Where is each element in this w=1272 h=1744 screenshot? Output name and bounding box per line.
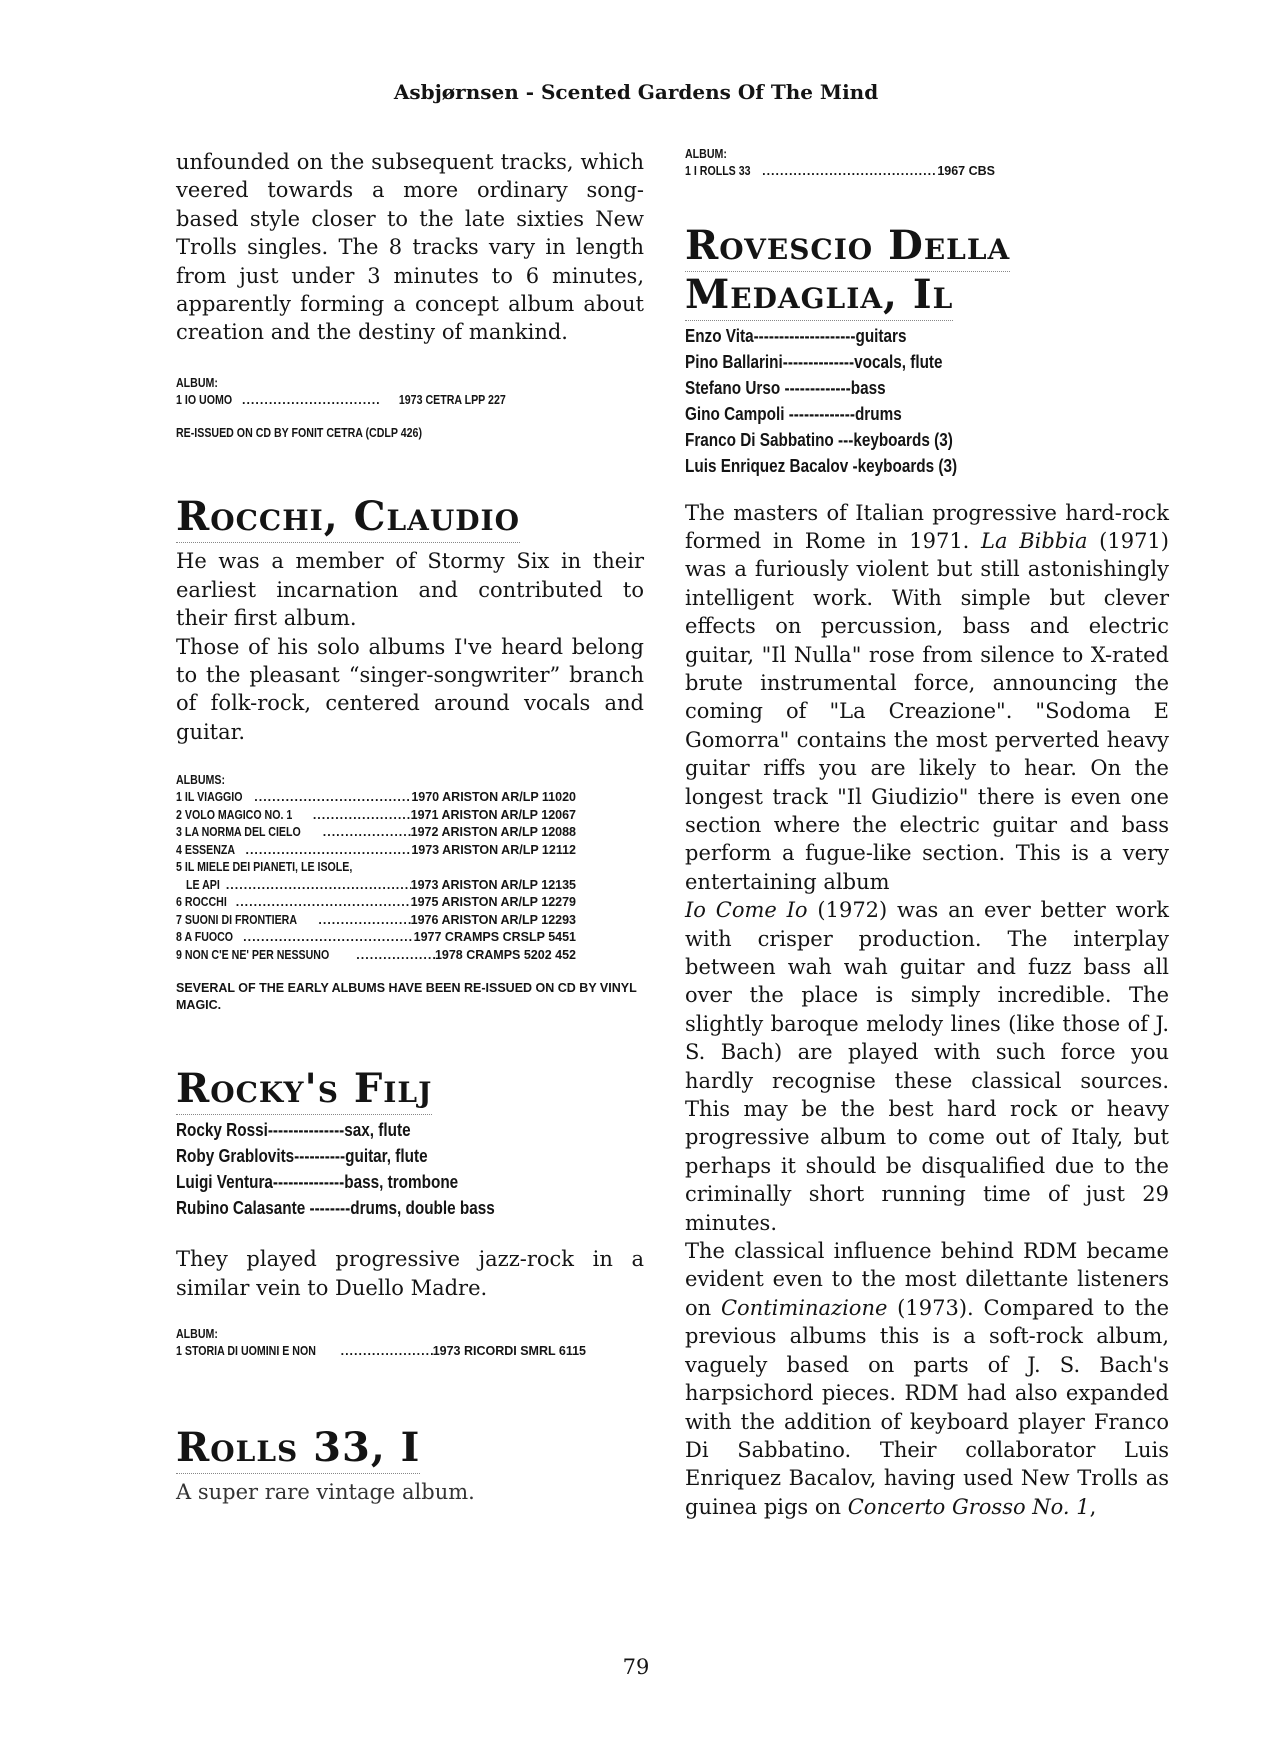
member-row: Pino Ballarini--------------vocals, flute <box>685 351 943 372</box>
album-line: 7 SUONI DI FRONTIERA ..... 1976 ARISTON AR/LP 12293 <box>176 912 576 930</box>
left-column <box>176 148 644 1506</box>
rocchi-para-1: He was a member of Stormy Six in their earliest incarnation and contributed to their first album. <box>176 549 644 631</box>
member-row: Enzo Vita--------------------guitars <box>685 325 907 346</box>
page-number: 79 <box>622 1655 650 1679</box>
rovescio-para-3: The classical influence behind RDM became evident even to the most dilettante listeners on Contiminazione (1973). Compared to the previous albums this is a soft-rock album, vaguely based on parts of J. S. Bach's harpsichord pieces. RDM had also expanded with the addition of keyboard player Franco Di Sabbatino. Their collaborator Luis Enriquez Bacalov, having used New Trolls as guinea pigs on Concerto Grosso No. 1, <box>685 1239 1169 1519</box>
rovescio-para-1: The masters of Italian progressive hard-rock formed in Rome in 1971. La Bibbia (1971) was a furiously violent but still astonishingly intelligent work. With simple but clever effects on percussion, bass and electric guitar, "Il Nulla" rose from silence to X-rated brute instrumental force, announcing the coming of "La Creazione". "Sodoma E Gomorra" contains the most perverted heavy guitar riffs you are likely to hear. On the longest track "Il Giudizio" there is even one section where the electric guitar and bass perform a fugue-like section. This is a very entertaining album <box>685 500 1169 894</box>
member-row: Rocky Rossi---------------sax, flute <box>176 1120 411 1141</box>
rocchi-note: SEVERAL OF THE EARLY ALBUMS HAVE BEEN RE-ISSUED ON CD BY VINYL MAGIC. <box>176 981 637 1013</box>
album-line: 1 I ROLLS 33 ..... 1967 CBS <box>685 163 995 181</box>
member-row: Roby Grablovits----------guitar, flute <box>176 1146 428 1167</box>
rockys-filj-section <box>176 1066 644 1360</box>
album-title-la-bibbia: La Bibbia <box>981 528 1088 553</box>
right-column <box>685 146 1169 1521</box>
rockys-lineup <box>176 1117 644 1221</box>
album-label: ALBUM: <box>176 1327 218 1341</box>
page-header: Asbjørnsen - Scented Gardens Of The Mind <box>393 80 879 104</box>
album-title-contiminazione: Contiminazione <box>720 1295 888 1320</box>
album-line: 2 VOLO MAGICO NO. 1 ..... 1971 ARISTON AR/LP 12067 <box>176 807 576 825</box>
member-row: Gino Campoli -------------drums <box>685 403 902 424</box>
member-row: Luigi Ventura--------------bass, trombone <box>176 1172 459 1193</box>
rovescio-para-2: Io Come Io (1972) was an ever better work with crisper production. The interplay between wah wah guitar and fuzz bass all over the place is simply incredible. The slightly baroque melody lines (like those of J. S. Bach) are played with such force you hardly recognise these classical sources. This may be the best hard rock or heavy progressive album to come out of Italy, but perhaps it should be disqualified due to the criminally short running time of just 29 minutes. <box>685 898 1169 1235</box>
member-row: Luis Enriquez Bacalov -keyboards (3) <box>685 455 958 476</box>
album-title: 1 IO UOMO <box>176 392 233 407</box>
album-title-io-come-io: Io Come Io <box>685 898 808 923</box>
rovescio-section <box>685 223 1169 1522</box>
rolls-33-section <box>176 1425 644 1506</box>
reissue-note: RE-ISSUED ON CD BY FONIT CETRA (CDLP 426) <box>176 426 422 441</box>
rolls-para: A super rare vintage album. <box>176 1479 475 1504</box>
albums-label: ALBUMS: <box>176 773 225 788</box>
album-line: 9 NON C'E NE' PER NESSUNO ..... 1978 CRAMPS 5202 452 <box>176 947 576 965</box>
intro-paragraph: unfounded on the subsequent tracks, which veered towards a more ordinary song-based style closer to the late sixties New Trolls singles. The 8 tracks vary in length from just under 3 minutes to 6 minutes, apparently forming a concept album about creation and the destiny of mankind. <box>176 150 644 345</box>
album-line: 1 IL VIAGGIO ..... 1970 ARISTON AR/LP 11020 <box>176 789 576 807</box>
artist-heading-rolls-33: Rolls 33, I <box>176 1425 420 1474</box>
album-line: 1 STORIA DI UOMINI E NON ..... 1973 RICORDI SMRL 6115 <box>176 1343 586 1361</box>
leader-dots <box>242 392 380 410</box>
album-line: 8 A FUOCO ..... 1977 CRAMPS CRSLP 5451 <box>176 929 576 947</box>
rockys-discography <box>176 1326 644 1361</box>
member-row: Franco Di Sabbatino ---keyboards (3) <box>685 429 953 450</box>
album-info: 1973 CETRA LPP 227 <box>399 392 506 407</box>
album-line <box>176 392 506 410</box>
rockys-para: They played progressive jazz-rock in a similar vein to Duello Madre. <box>176 1247 644 1300</box>
album-line: 3 LA NORMA DEL CIELO ..... 1972 ARISTON AR/LP 12088 <box>176 824 576 842</box>
artist-heading-rocchi: Rocchi, Claudio <box>176 494 520 543</box>
album-line: 6 ROCCHI ..... 1975 ARISTON AR/LP 12279 <box>176 894 576 912</box>
album-title-concerto-grosso: Concerto Grosso No. 1 <box>847 1494 1090 1519</box>
rocchi-discography <box>176 772 644 1014</box>
rocchi-para-2: Those of his solo albums I've heard belong to the pleasant “singer-songwriter” branch of folk-rock, centered around vocals and guitar. <box>176 634 644 744</box>
artist-heading-rovescio: Rovescio Della Medaglia, Il <box>685 223 1169 321</box>
album-label: ALBUM: <box>685 147 727 161</box>
member-row: Rubino Calasante --------drums, double bass <box>176 1198 495 1219</box>
member-row: Stefano Urso -------------bass <box>685 377 886 398</box>
album-line: 5 IL MIELE DEI PIANETI, LE ISOLE, <box>176 860 353 875</box>
rocchi-section <box>176 494 644 1014</box>
artist-heading-rockys-filj: Rocky's Filj <box>176 1066 432 1115</box>
album-line: 4 ESSENZA ..... 1973 ARISTON AR/LP 12112 <box>176 842 576 860</box>
io-uomo-discography <box>176 375 644 443</box>
album-label: ALBUM: <box>176 375 218 390</box>
rolls-discography <box>685 146 1169 181</box>
album-line: LE API ..... 1973 ARISTON AR/LP 12135 <box>176 877 576 895</box>
rovescio-lineup <box>685 323 1169 479</box>
